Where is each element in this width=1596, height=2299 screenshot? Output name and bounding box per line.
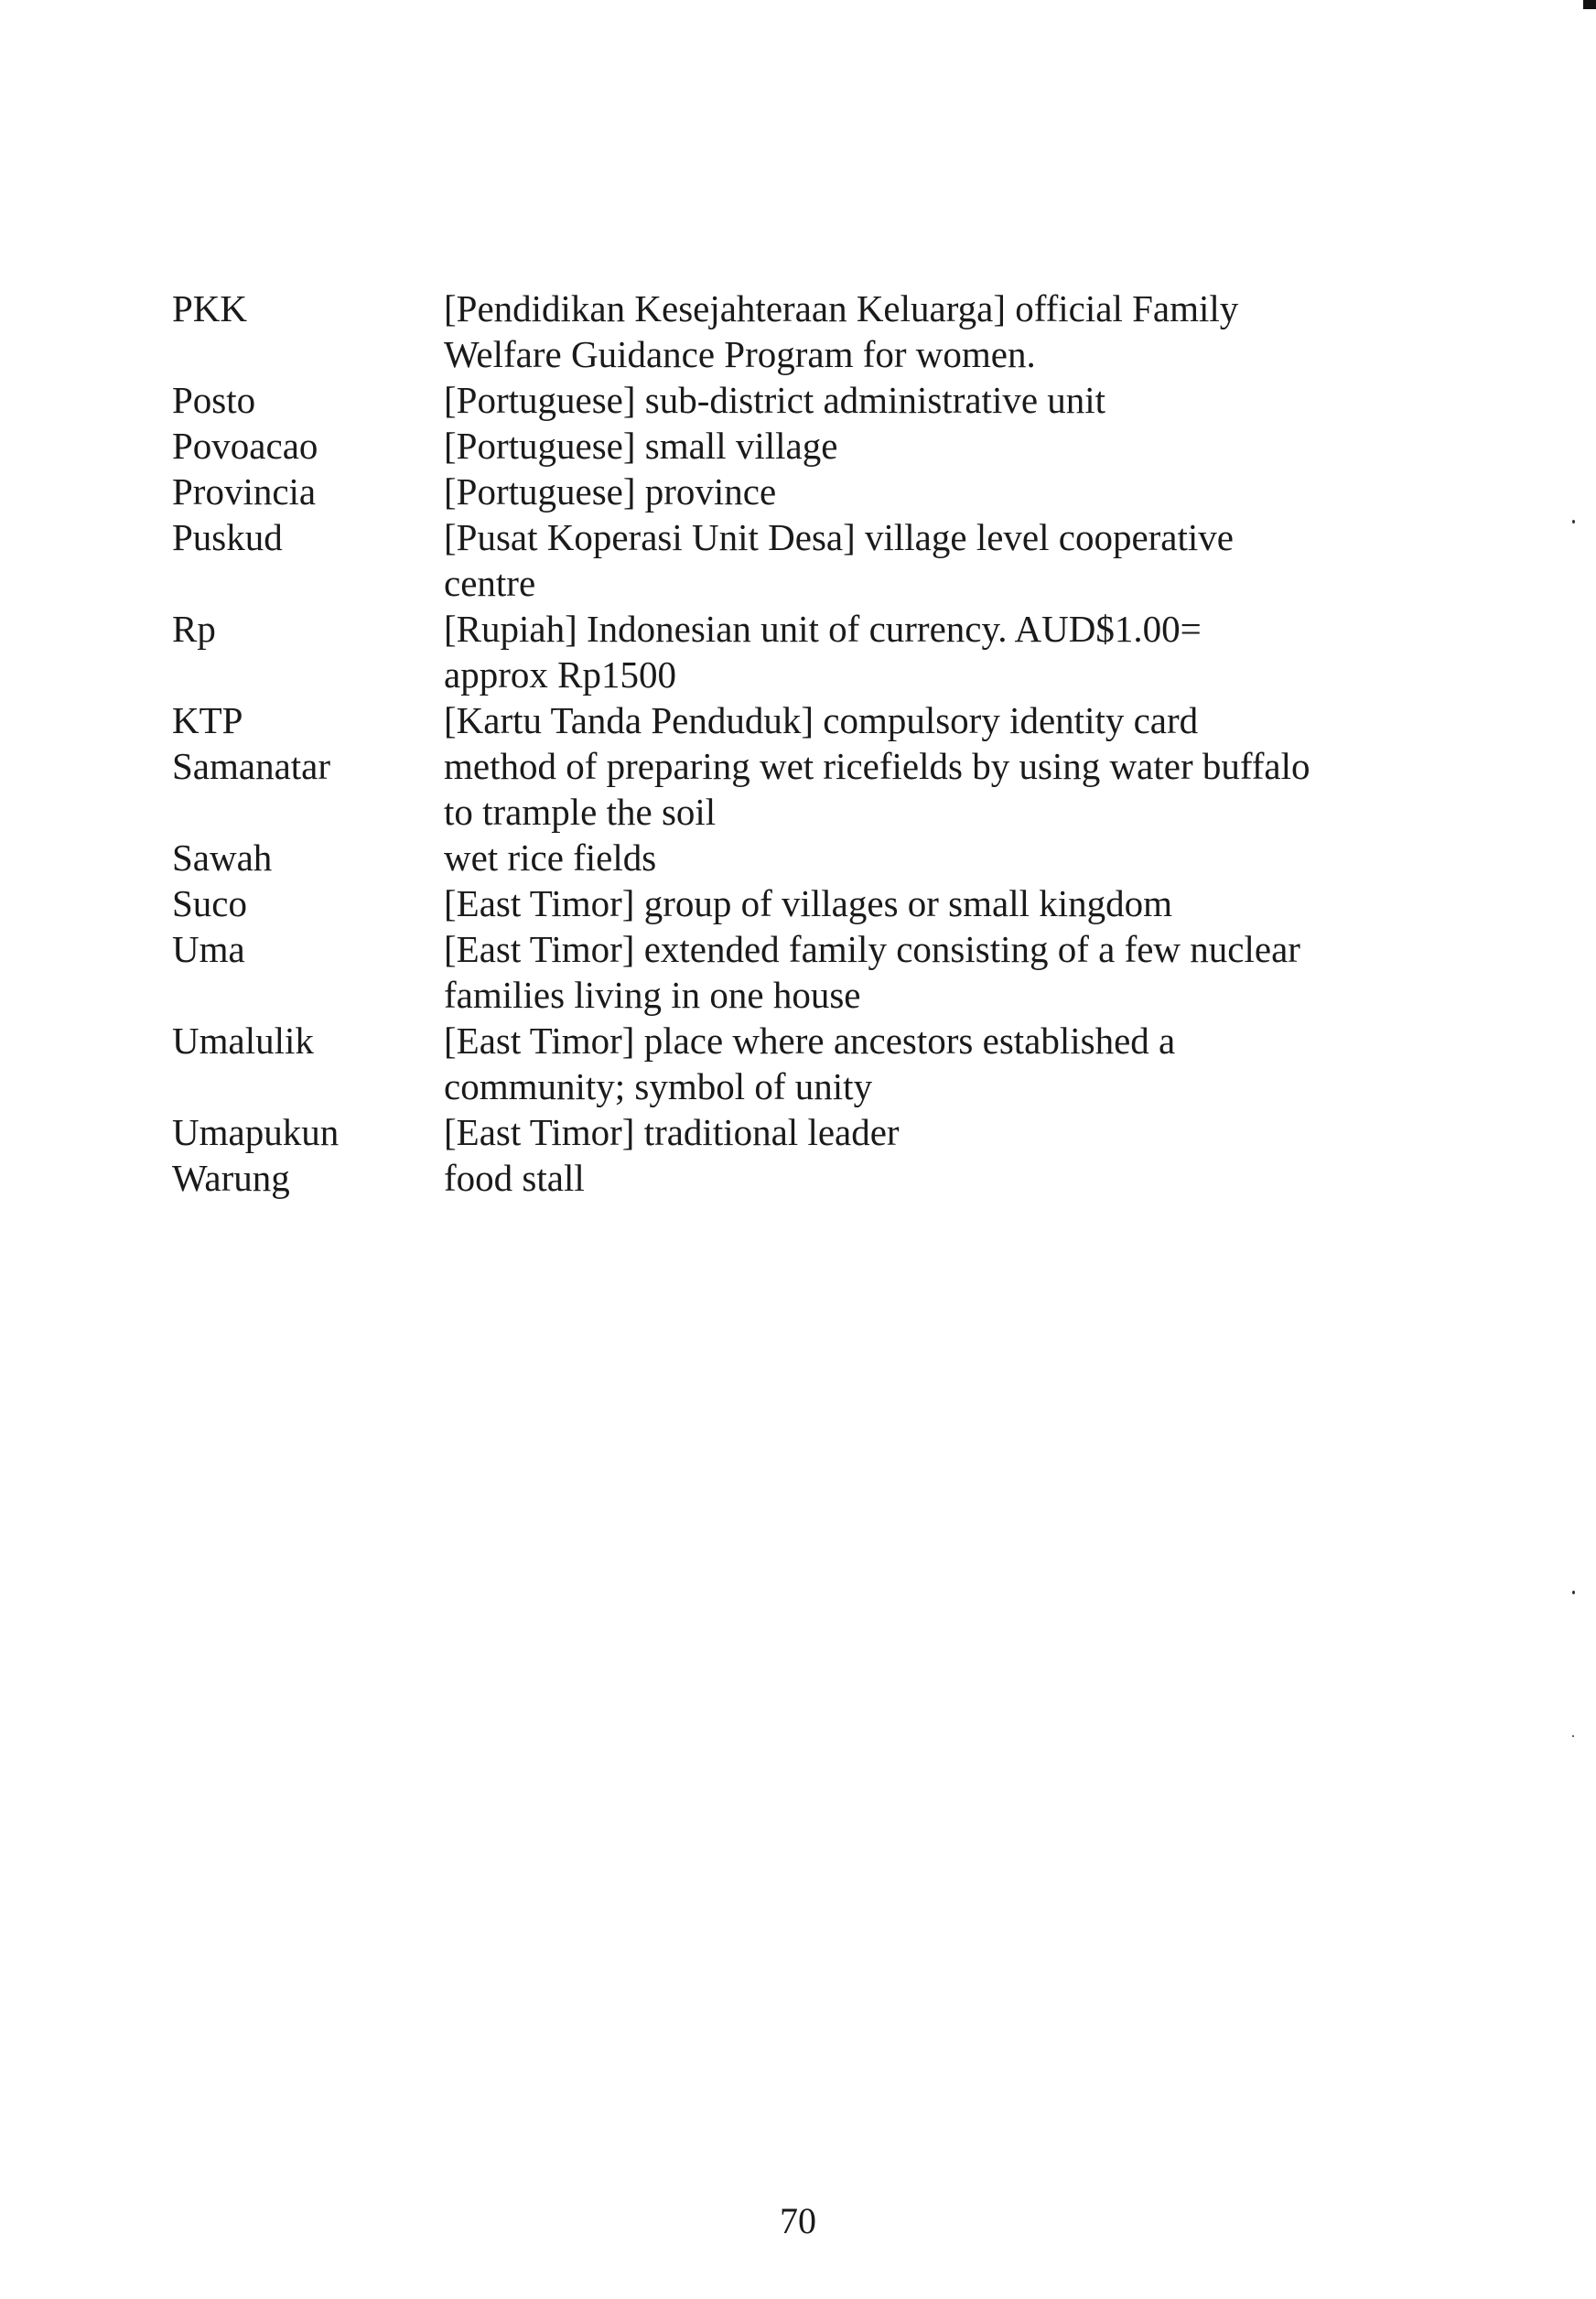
glossary-entry	[172, 423, 1444, 469]
glossary-term: Uma	[172, 928, 245, 970]
glossary-entry	[172, 1155, 1444, 1201]
glossary-definition: wet rice fields	[444, 836, 657, 879]
glossary-entry	[172, 286, 1444, 377]
glossary-term: Rp	[172, 608, 216, 650]
glossary-term: Umapukun	[172, 1111, 340, 1153]
glossary-definition: [Rupiah] Indonesian unit of currency. AUD$1.00= approx Rp1500	[444, 608, 1202, 696]
glossary-term: Povoacao	[172, 425, 318, 467]
glossary-definition: [Portuguese] small village	[444, 425, 838, 467]
glossary-entry	[172, 469, 1444, 514]
glossary-term: Posto	[172, 379, 256, 421]
glossary-definition: [East Timor] group of villages or small kingdom	[444, 882, 1173, 924]
glossary-term: Samanatar	[172, 745, 331, 787]
glossary-entry	[172, 377, 1444, 423]
glossary-definition: [East Timor] traditional leader	[444, 1111, 900, 1153]
glossary-term: Warung	[172, 1157, 290, 1199]
scan-speck	[1572, 1735, 1574, 1737]
scan-corner-mark	[1583, 0, 1596, 9]
scan-speck	[1572, 1591, 1575, 1594]
glossary-definition: [Pendidikan Kesejahteraan Keluarga] official Family Welfare Guidance Program for women.	[444, 287, 1239, 375]
glossary-list	[172, 286, 1444, 1201]
page-number: 70	[780, 2200, 816, 2241]
glossary-definition: [Portuguese] sub-district administrative unit	[444, 379, 1106, 421]
scan-speck	[1572, 520, 1575, 523]
glossary-term: Umalulik	[172, 1020, 314, 1062]
glossary-entry	[172, 1018, 1444, 1109]
glossary-entry	[172, 606, 1444, 697]
glossary-term: Suco	[172, 882, 247, 924]
glossary-term: Provincia	[172, 470, 317, 513]
glossary-term: KTP	[172, 699, 243, 741]
glossary-definition: [Pusat Koperasi Unit Desa] village level cooperative centre	[444, 516, 1234, 604]
glossary-entry	[172, 926, 1444, 1018]
glossary-definition: [East Timor] place where ancestors established a community; symbol of unity	[444, 1020, 1176, 1107]
glossary-term: Puskud	[172, 516, 283, 558]
glossary-entry	[172, 514, 1444, 606]
glossary-entry	[172, 743, 1444, 835]
glossary-definition: food stall	[444, 1157, 585, 1199]
glossary-entry	[172, 835, 1444, 880]
glossary-definition: [Kartu Tanda Penduduk] compulsory identity card	[444, 699, 1199, 741]
glossary-term: PKK	[172, 287, 248, 329]
glossary-entry	[172, 697, 1444, 743]
glossary-definition: [East Timor] extended family consisting of a few nuclear families living in one house	[444, 928, 1300, 1016]
glossary-entry	[172, 1109, 1444, 1155]
glossary-term: Sawah	[172, 836, 273, 879]
glossary-entry	[172, 880, 1444, 926]
glossary-definition: [Portuguese] province	[444, 470, 777, 513]
glossary-definition: method of preparing wet ricefields by using water buffalo to trample the soil	[444, 745, 1310, 833]
